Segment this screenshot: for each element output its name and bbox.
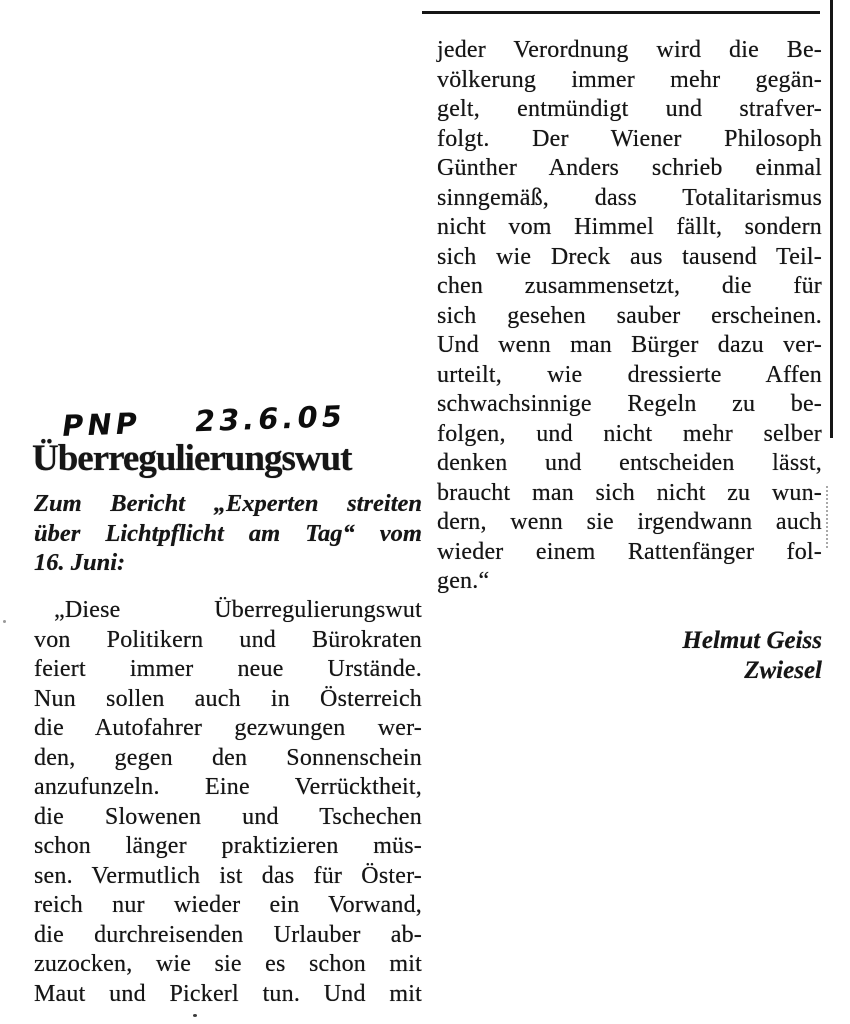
text-line: Maut und Pickerl tun. Und mit <box>34 980 422 1007</box>
text-line: die Slowenen und Tschechen <box>34 803 422 830</box>
text-line: den, gegen den Sonnenschein <box>34 744 422 771</box>
text-line: urteilt, wie dressierte Affen <box>437 361 822 388</box>
scan-artifact <box>193 1014 197 1017</box>
text-line: reich nur wieder ein Vorwand, <box>34 892 422 918</box>
article-headline: Überregulierungswut <box>32 438 352 479</box>
text-line: braucht man sich nicht zu wun- <box>437 479 822 506</box>
signature-name: Helmut Geiss <box>682 627 822 654</box>
text-line: folgen, und nicht mehr selber <box>437 420 822 447</box>
text-line: schwachsinnige Regeln zu be- <box>437 391 822 417</box>
right-column-text <box>437 36 822 597</box>
text-line: sinngemäß, dass Totalitarismus <box>437 184 822 211</box>
text-line: sich wie Dreck aus tausend Teil- <box>437 243 822 270</box>
right-edge-rule <box>830 0 833 438</box>
handwritten-date-annotation: PNP 23.6.05 <box>59 398 349 444</box>
text-line: Zum Bericht „Experten streiten <box>34 490 422 517</box>
left-column-text <box>34 596 422 1009</box>
text-line: schon länger praktizieren müs- <box>34 833 422 859</box>
text-line: wieder einem Rattenfänger fol- <box>437 538 822 565</box>
text-line: chen zusammensetzt, die für <box>437 273 822 299</box>
text-line: die durchreisenden Urlauber ab- <box>34 921 422 948</box>
text-line: 16. Juni: <box>34 549 126 576</box>
text-line: folgt. Der Wiener Philosoph <box>437 125 822 152</box>
text-line: feiert immer neue Urstände. <box>34 656 422 682</box>
text-line: zuzocken, wie sie es schon mit <box>34 951 422 977</box>
text-line: Nun sollen auch in Österreich <box>34 685 422 712</box>
text-line: über Lichtpflicht am Tag“ vom <box>34 519 422 547</box>
text-line: die Autofahrer gezwungen wer- <box>34 715 422 741</box>
text-line: dern, wenn sie irgendwann auch <box>437 509 822 535</box>
top-rule <box>422 11 820 14</box>
text-line: Günther Anders schrieb einmal <box>437 155 822 181</box>
text-line: anzufunzeln. Eine Verrücktheit, <box>34 774 422 800</box>
text-line: von Politikern und Bürokraten <box>34 626 422 653</box>
text-line: „Diese Überregulierungswut <box>54 597 422 623</box>
text-line: völkerung immer mehr gegän- <box>437 66 822 93</box>
text-line: gen.“ <box>437 568 490 594</box>
scan-artifact <box>826 486 828 548</box>
text-line: nicht vom Himmel fällt, sondern <box>437 214 822 240</box>
text-line: sich gesehen sauber erscheinen. <box>437 302 822 329</box>
text-line: denken und entscheiden lässt, <box>437 450 822 476</box>
text-line: Und wenn man Bürger dazu ver- <box>437 332 822 358</box>
signature-block <box>437 626 822 686</box>
article-intro <box>34 489 422 578</box>
text-line: sen. Vermutlich ist das für Öster- <box>34 862 422 889</box>
text-line: gelt, entmündigt und strafver- <box>437 96 822 122</box>
text-line: jeder Verordnung wird die Be- <box>437 37 822 63</box>
scan-artifact <box>3 620 6 623</box>
signature-city: Zwiesel <box>744 657 822 684</box>
